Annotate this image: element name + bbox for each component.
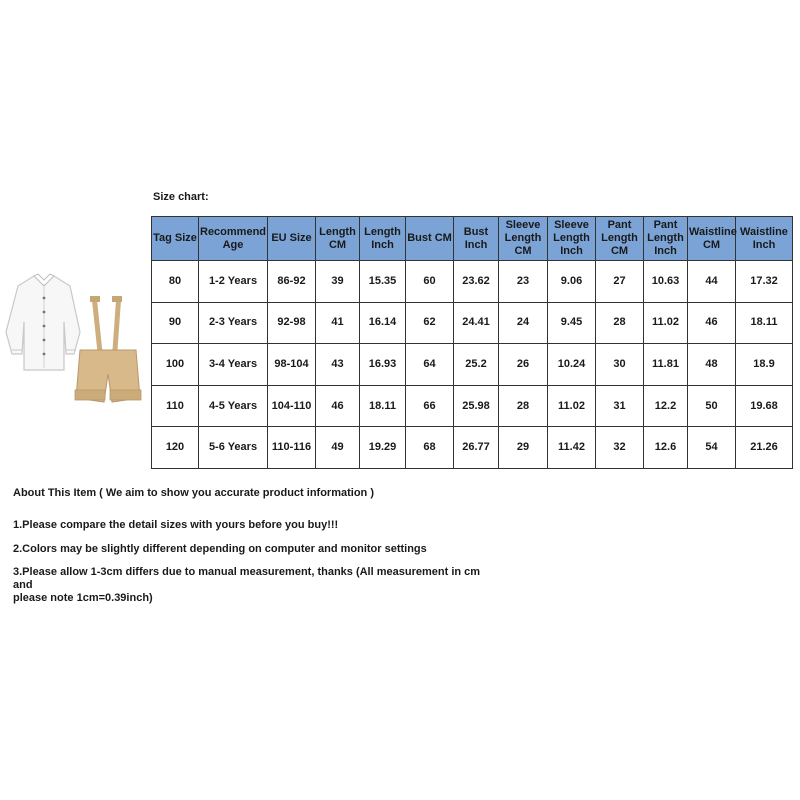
column-header: Recommend Age: [199, 217, 268, 261]
table-cell: 11.42: [548, 427, 596, 469]
table-cell: 66: [406, 385, 454, 427]
column-header: Pant Length CM: [596, 217, 644, 261]
column-header: Waistline Inch: [736, 217, 793, 261]
table-cell: 64: [406, 344, 454, 386]
table-cell: 11.02: [548, 385, 596, 427]
table-cell: 11.81: [644, 344, 688, 386]
table-cell: 10.63: [644, 261, 688, 303]
table-cell: 50: [688, 385, 736, 427]
table-row: [152, 385, 793, 427]
table-cell: 27: [596, 261, 644, 303]
table-cell: 104-110: [268, 385, 316, 427]
table-cell: 90: [152, 302, 199, 344]
table-cell: 44: [688, 261, 736, 303]
column-header: Pant Length Inch: [644, 217, 688, 261]
table-cell: 49: [316, 427, 360, 469]
table-cell: 1-2 Years: [199, 261, 268, 303]
table-cell: 16.93: [360, 344, 406, 386]
table-cell: 29: [499, 427, 548, 469]
column-header: EU Size: [268, 217, 316, 261]
table-cell: 21.26: [736, 427, 793, 469]
table-cell: 54: [688, 427, 736, 469]
size-chart-table: [151, 216, 793, 469]
table-cell: 28: [499, 385, 548, 427]
table-cell: 2-3 Years: [199, 302, 268, 344]
table-cell: 25.98: [454, 385, 499, 427]
column-header: Waistline CM: [688, 217, 736, 261]
table-cell: 15.35: [360, 261, 406, 303]
table-cell: 9.06: [548, 261, 596, 303]
shorts-image: [75, 296, 141, 402]
table-cell: 24: [499, 302, 548, 344]
table-cell: 12.6: [644, 427, 688, 469]
table-cell: 86-92: [268, 261, 316, 303]
note-measurement: 3.Please allow 1-3cm differs due to manual measurement, thanks (All measurement in cm and please note 1cm=0.39inch): [13, 566, 481, 604]
table-cell: 18.11: [360, 385, 406, 427]
table-cell: 92-98: [268, 302, 316, 344]
table-cell: 28: [596, 302, 644, 344]
table-cell: 16.14: [360, 302, 406, 344]
table-row: [152, 427, 793, 469]
table-cell: 9.45: [548, 302, 596, 344]
note-colors: 2.Colors may be slightly different depending on computer and monitor settings: [13, 543, 427, 555]
size-chart-title: Size chart:: [153, 191, 209, 203]
table-cell: 32: [596, 427, 644, 469]
column-header: Tag Size: [152, 217, 199, 261]
table-cell: 48: [688, 344, 736, 386]
table-cell: 19.29: [360, 427, 406, 469]
table-header-row: [152, 217, 793, 261]
table-cell: 30: [596, 344, 644, 386]
table-cell: 110: [152, 385, 199, 427]
table-cell: 68: [406, 427, 454, 469]
table-cell: 80: [152, 261, 199, 303]
table-cell: 60: [406, 261, 454, 303]
table-cell: 3-4 Years: [199, 344, 268, 386]
table-cell: 12.2: [644, 385, 688, 427]
note-compare-sizes: 1.Please compare the detail sizes with yours before you buy!!!: [13, 519, 339, 531]
about-item-heading: About This Item ( We aim to show you accurate product information ): [13, 487, 374, 499]
table-cell: 120: [152, 427, 199, 469]
table-cell: 46: [688, 302, 736, 344]
table-cell: 10.24: [548, 344, 596, 386]
shirt-image: [6, 274, 80, 370]
column-header: Sleeve Length Inch: [548, 217, 596, 261]
table-row: [152, 261, 793, 303]
column-header: Sleeve Length CM: [499, 217, 548, 261]
table-cell: 19.68: [736, 385, 793, 427]
table-cell: 24.41: [454, 302, 499, 344]
table-cell: 98-104: [268, 344, 316, 386]
table-cell: 5-6 Years: [199, 427, 268, 469]
column-header: Bust CM: [406, 217, 454, 261]
table-cell: 43: [316, 344, 360, 386]
table-cell: 18.11: [736, 302, 793, 344]
table-cell: 25.2: [454, 344, 499, 386]
table-cell: 62: [406, 302, 454, 344]
table-cell: 46: [316, 385, 360, 427]
table-cell: 110-116: [268, 427, 316, 469]
table-cell: 39: [316, 261, 360, 303]
table-cell: 23: [499, 261, 548, 303]
table-cell: 11.02: [644, 302, 688, 344]
column-header: Length CM: [316, 217, 360, 261]
table-cell: 31: [596, 385, 644, 427]
product-image: [0, 262, 150, 422]
table-cell: 18.9: [736, 344, 793, 386]
table-cell: 17.32: [736, 261, 793, 303]
column-header: Length Inch: [360, 217, 406, 261]
table-cell: 26: [499, 344, 548, 386]
table-row: [152, 302, 793, 344]
table-row: [152, 344, 793, 386]
table-cell: 100: [152, 344, 199, 386]
table-cell: 26.77: [454, 427, 499, 469]
table-cell: 41: [316, 302, 360, 344]
column-header: Bust Inch: [454, 217, 499, 261]
table-cell: 4-5 Years: [199, 385, 268, 427]
table-cell: 23.62: [454, 261, 499, 303]
